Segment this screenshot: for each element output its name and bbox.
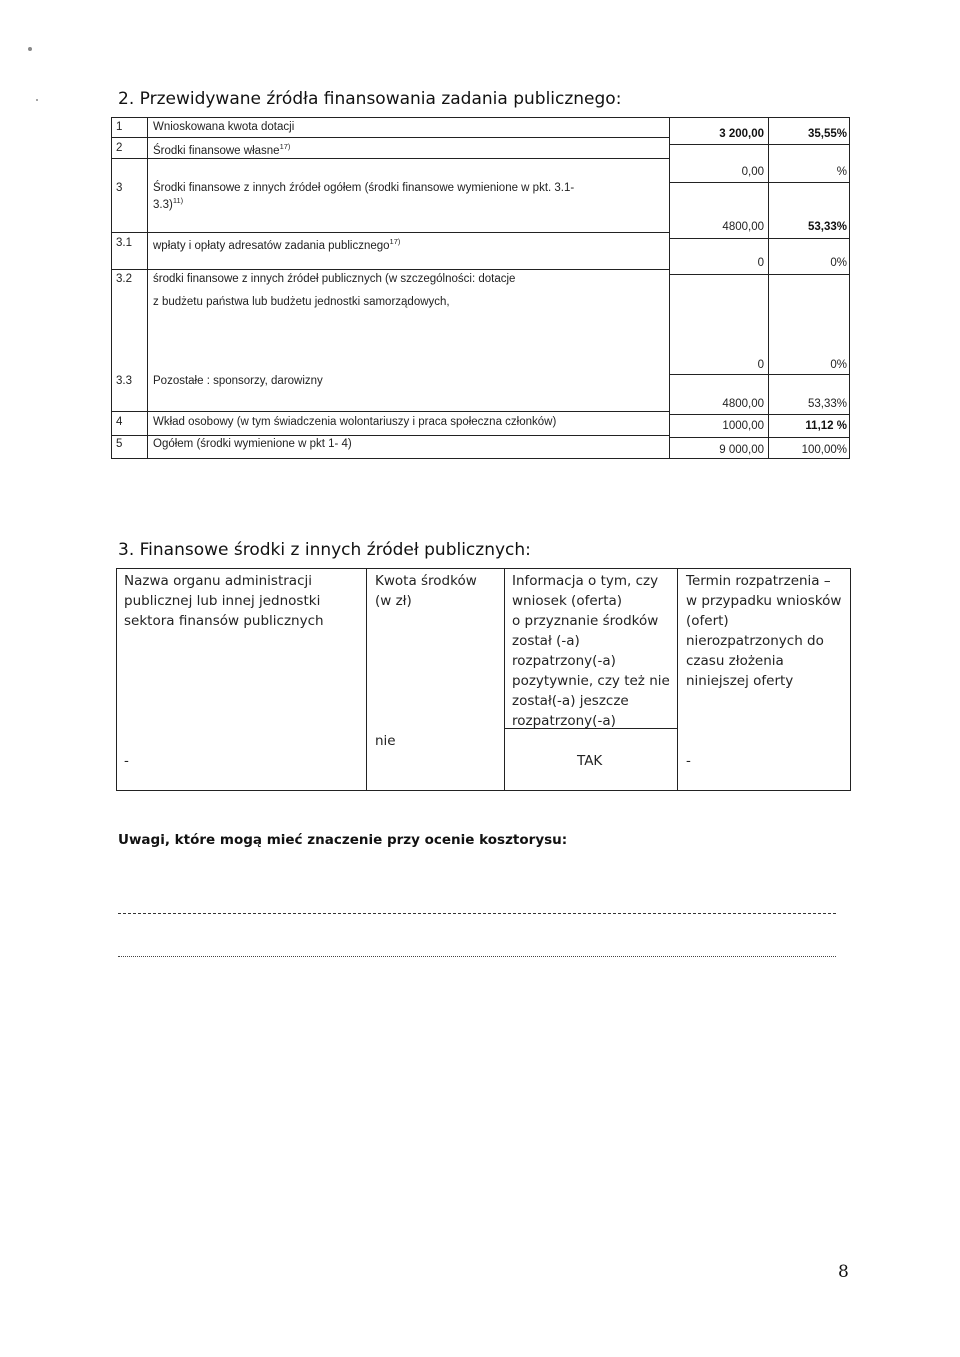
row-4-number: 4 bbox=[116, 416, 123, 428]
row-4-amount: 1000,00 bbox=[722, 420, 764, 432]
scan-speck bbox=[28, 47, 32, 51]
row-3-2-percent: 0% bbox=[830, 359, 847, 371]
remarks-dashed-line bbox=[118, 913, 836, 914]
cell-deadline: - bbox=[686, 753, 691, 769]
row-3-label: Środki finansowe z innych źródeł ogółem (środki finansowe wymienione w pkt. 3.1- bbox=[153, 182, 575, 194]
row-3-3-percent: 53,33% bbox=[807, 398, 847, 410]
row-5-percent: 100,00% bbox=[801, 444, 847, 456]
row-4-label: Wkład osobowy (w tym świadczenia wolontariuszy i praca społeczna członków) bbox=[153, 416, 557, 428]
row-3-2-label: środki finansowe z innych źródeł publicznych (w szczególności: dotacje bbox=[153, 273, 516, 285]
row-3-3-number: 3.3 bbox=[116, 375, 132, 387]
column-header-amount: Kwota środków (w zł) bbox=[375, 573, 477, 609]
remarks-heading: Uwagi, które mogą mieć znaczenie przy ocenie kosztorysu: bbox=[118, 832, 568, 848]
column-header-deadline: Termin rozpatrzenia – w przypadku wniosków (ofert) nierozpatrzonych do czasu złożenia niniejszej oferty bbox=[686, 573, 842, 689]
row-2-number: 2 bbox=[116, 142, 123, 154]
cell-amount: nie bbox=[375, 733, 396, 749]
row-2-amount: 0,00 bbox=[741, 166, 764, 178]
column-header-authority: Nazwa organu administracji publicznej lub innej jednostki sektora finansów publicznych bbox=[124, 573, 324, 629]
row-3-1-amount: 0 bbox=[757, 257, 764, 269]
row-1-percent: 35,55% bbox=[807, 128, 847, 140]
section-3-heading: 3. Finansowe środki z innych źródeł publicznych: bbox=[118, 540, 531, 560]
row-3-2-number: 3.2 bbox=[116, 273, 132, 285]
row-3-1-label: wpłaty i opłaty adresatów zadania publicznego$^{17)}$ bbox=[153, 237, 401, 252]
cell-authority-name: - bbox=[124, 753, 129, 769]
row-5-label: Ogółem (środki wymienione w pkt 1- 4) bbox=[153, 438, 352, 450]
row-1-label: Wnioskowana kwota dotacji bbox=[153, 121, 295, 133]
row-3-1-number: 3.1 bbox=[116, 237, 132, 249]
row-4-percent: 11,12 % bbox=[805, 420, 847, 432]
row-3-3-amount: 4800,00 bbox=[722, 398, 764, 410]
row-3-1-percent: 0% bbox=[830, 257, 847, 269]
row-5-amount: 9 000,00 bbox=[719, 444, 764, 456]
page-number: 8 bbox=[838, 1262, 849, 1282]
remarks-dotted-line bbox=[118, 956, 836, 957]
row-2-percent: % bbox=[836, 166, 847, 178]
column-header-status: Informacja o tym, czy wniosek (oferta) o przyznanie środków został (-a) rozpatrzony(-a) pozytywnie, czy też nie został(-a) jeszcze rozpatrzony(-a) bbox=[512, 573, 670, 729]
row-3-2-label-line-2: z budżetu państwa lub budżetu jednostki samorządowych, bbox=[153, 296, 450, 308]
row-3-3-label: Pozostałe : sponsorzy, darowizny bbox=[153, 375, 323, 387]
row-1-number: 1 bbox=[116, 121, 123, 133]
row-1-amount: 3 200,00 bbox=[719, 128, 764, 140]
section-2-heading: 2. Przewidywane źródła finansowania zadania publicznego: bbox=[118, 89, 622, 109]
row-3-label-line-2: 3.3)$^{11)}$ bbox=[153, 196, 184, 211]
row-5-number: 5 bbox=[116, 438, 123, 450]
row-3-amount: 4800,00 bbox=[722, 221, 764, 233]
row-3-percent: 53,33% bbox=[807, 221, 847, 233]
scan-speck bbox=[36, 99, 38, 101]
row-3-2-amount: 0 bbox=[757, 359, 764, 371]
row-2-label: Środki finansowe własne$^{17)}$ bbox=[153, 142, 291, 157]
cell-status: TAK bbox=[577, 753, 603, 769]
row-3-number: 3 bbox=[116, 182, 123, 194]
